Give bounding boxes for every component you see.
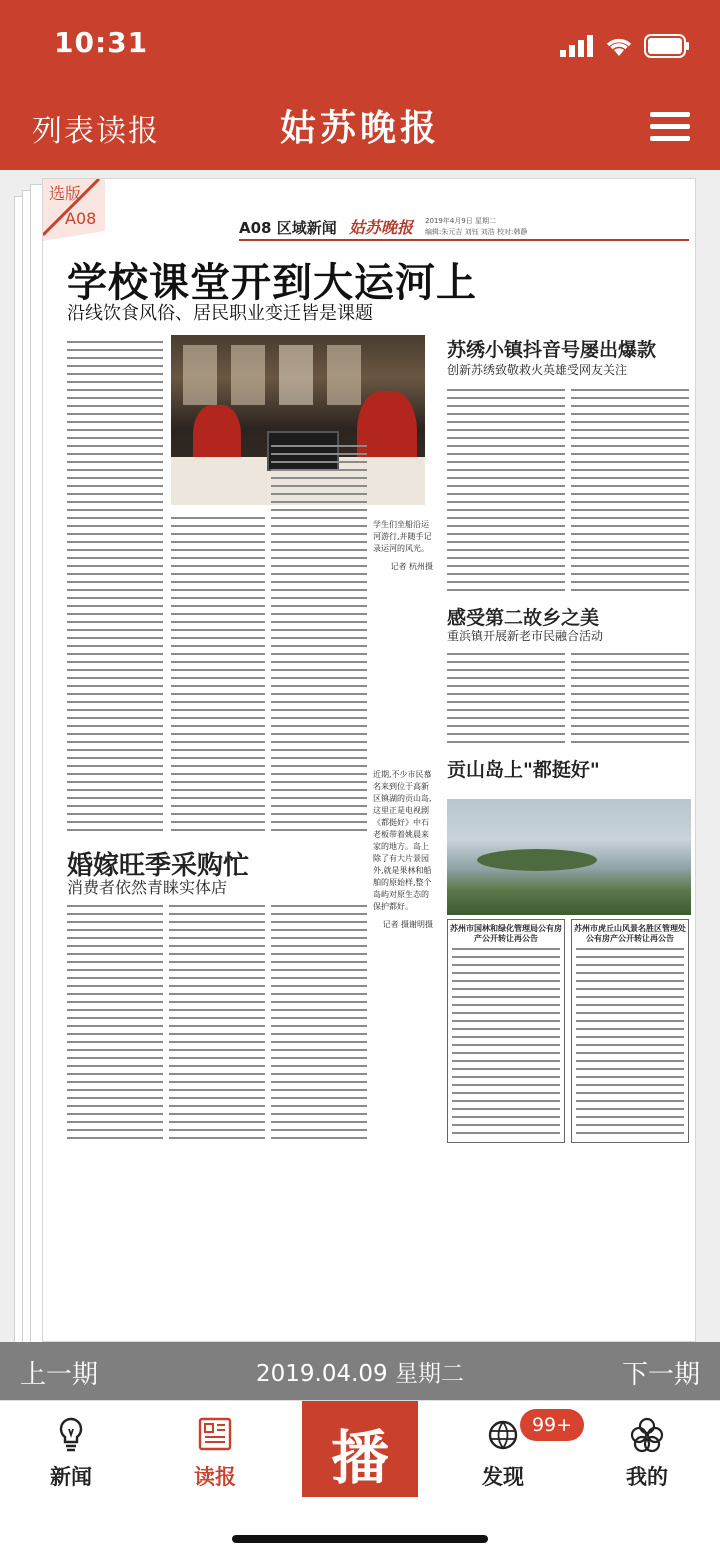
tab-broadcast[interactable] [302,1401,418,1497]
paper-logo: 姑苏晚报 [349,218,414,237]
side-body-col1[interactable] [447,385,565,591]
photo-caption [373,519,433,573]
notice-1-title: 苏州市国林和绿化管理局公有房产公开转让再公告 [450,924,562,943]
flower-profile-icon [628,1415,666,1453]
tab-news[interactable] [26,1415,116,1501]
tab-profile-label: 我的 [626,1465,668,1489]
battery-icon [644,34,690,58]
lake-island-photo[interactable] [447,799,691,915]
article-subhead: 沿线饮食风俗、居民职业变迁皆是课题 [67,303,373,324]
nav-bar [0,90,720,170]
page-code: A08 区域新闻 [239,219,337,237]
notice-2-body [576,944,684,1136]
discover-badge: 99+ [520,1409,584,1441]
article-body-col1[interactable] [67,337,163,833]
newspaper-icon [196,1415,234,1453]
article-body-col2[interactable] [171,513,265,833]
home-indicator[interactable] [232,1535,488,1543]
tab-discover-label: 发现 [482,1465,524,1489]
status-bar [0,0,720,90]
notice-2[interactable] [571,919,689,1143]
article-body-col3[interactable] [271,441,367,833]
tab-profile[interactable] [602,1415,692,1501]
story2-headline[interactable]: 感受第二故乡之美 [447,607,600,629]
lightbulb-icon [52,1415,90,1453]
newspaper-page[interactable] [42,178,696,1342]
list-read-button[interactable]: 列表读报 [32,114,160,149]
issue-date-label[interactable]: 2019.04.09 星期二 [256,1361,464,1387]
paper-masthead [239,215,689,241]
notice-1-body [452,944,560,1136]
photo-caption-text: 学生们坐船沿运河游行,并随手记录运河的风光。 [373,520,432,553]
previous-issue-button[interactable]: 上一期 [20,1360,99,1390]
tab-read-paper[interactable] [170,1415,260,1501]
tab-news-label: 新闻 [50,1465,92,1489]
notice-2-title: 苏州市虎丘山风景名胜区管理处公有房产公开转让再公告 [574,924,686,943]
side-subhead: 创新苏绣致敬救火英雄受网友关注 [447,363,628,377]
wifi-icon [604,35,634,57]
status-icons [560,34,690,58]
signal-icon [560,35,594,57]
island-caption-credit: 记者 摄谢明摄 [382,920,433,929]
hamburger-menu-icon[interactable] [650,112,690,142]
story4-body-col1[interactable] [67,901,163,1141]
newspaper-viewer[interactable] [0,170,720,1342]
discover-globe-icon [484,1415,522,1453]
story4-body-col2[interactable] [169,901,265,1141]
page-title: 姑苏晚报 [279,107,440,149]
ribbon-label: 选版 [49,184,82,203]
side-headline[interactable]: 苏绣小镇抖音号屡出爆款 [447,339,657,361]
island-caption [373,769,433,931]
side-body-col2[interactable] [571,385,689,591]
story3-headline[interactable]: 贡山岛上"都挺好" [447,759,600,781]
issue-date-bar [0,1342,720,1400]
tab-read-paper-label: 读报 [194,1465,236,1489]
story2-subhead: 重浜镇开展新老市民融合活动 [447,629,604,643]
story2-body-col1[interactable] [447,649,565,745]
story4-subhead: 消费者依然青睐实体店 [67,878,228,897]
article-headline[interactable]: 学校课堂开到大运河上 [67,260,477,306]
app-header [0,0,720,170]
paper-meta-editors: 编辑:朱元吉 刘钰 刘浩 校对:韩静 [425,228,528,236]
ribbon-page-number: A08 [65,209,97,228]
island-caption-text: 近期,不少市民慕名来到位于高新区镇湖的贡山岛,这里正是电视剧《都挺好》中石老板带着姚晨来家的地方。岛上除了有大片景园外,就是果林和船舶的原始样,整个岛屿对原生态的保护都好。 [373,770,432,911]
story4-body-col3[interactable] [271,901,367,1141]
photo-credit: 记者 杭州摄 [390,562,433,571]
page-select-ribbon[interactable] [43,179,105,241]
paper-meta-date: 2019年4月9日 星期二 [425,217,496,225]
notice-1[interactable] [447,919,565,1143]
story4-headline[interactable]: 婚嫁旺季采购忙 [67,851,250,881]
status-time: 10:31 [54,26,149,59]
paper-meta [425,216,527,238]
next-issue-button[interactable]: 下一期 [621,1360,700,1390]
story2-body-col2[interactable] [571,649,689,745]
broadcast-icon: 播 [330,1424,389,1492]
